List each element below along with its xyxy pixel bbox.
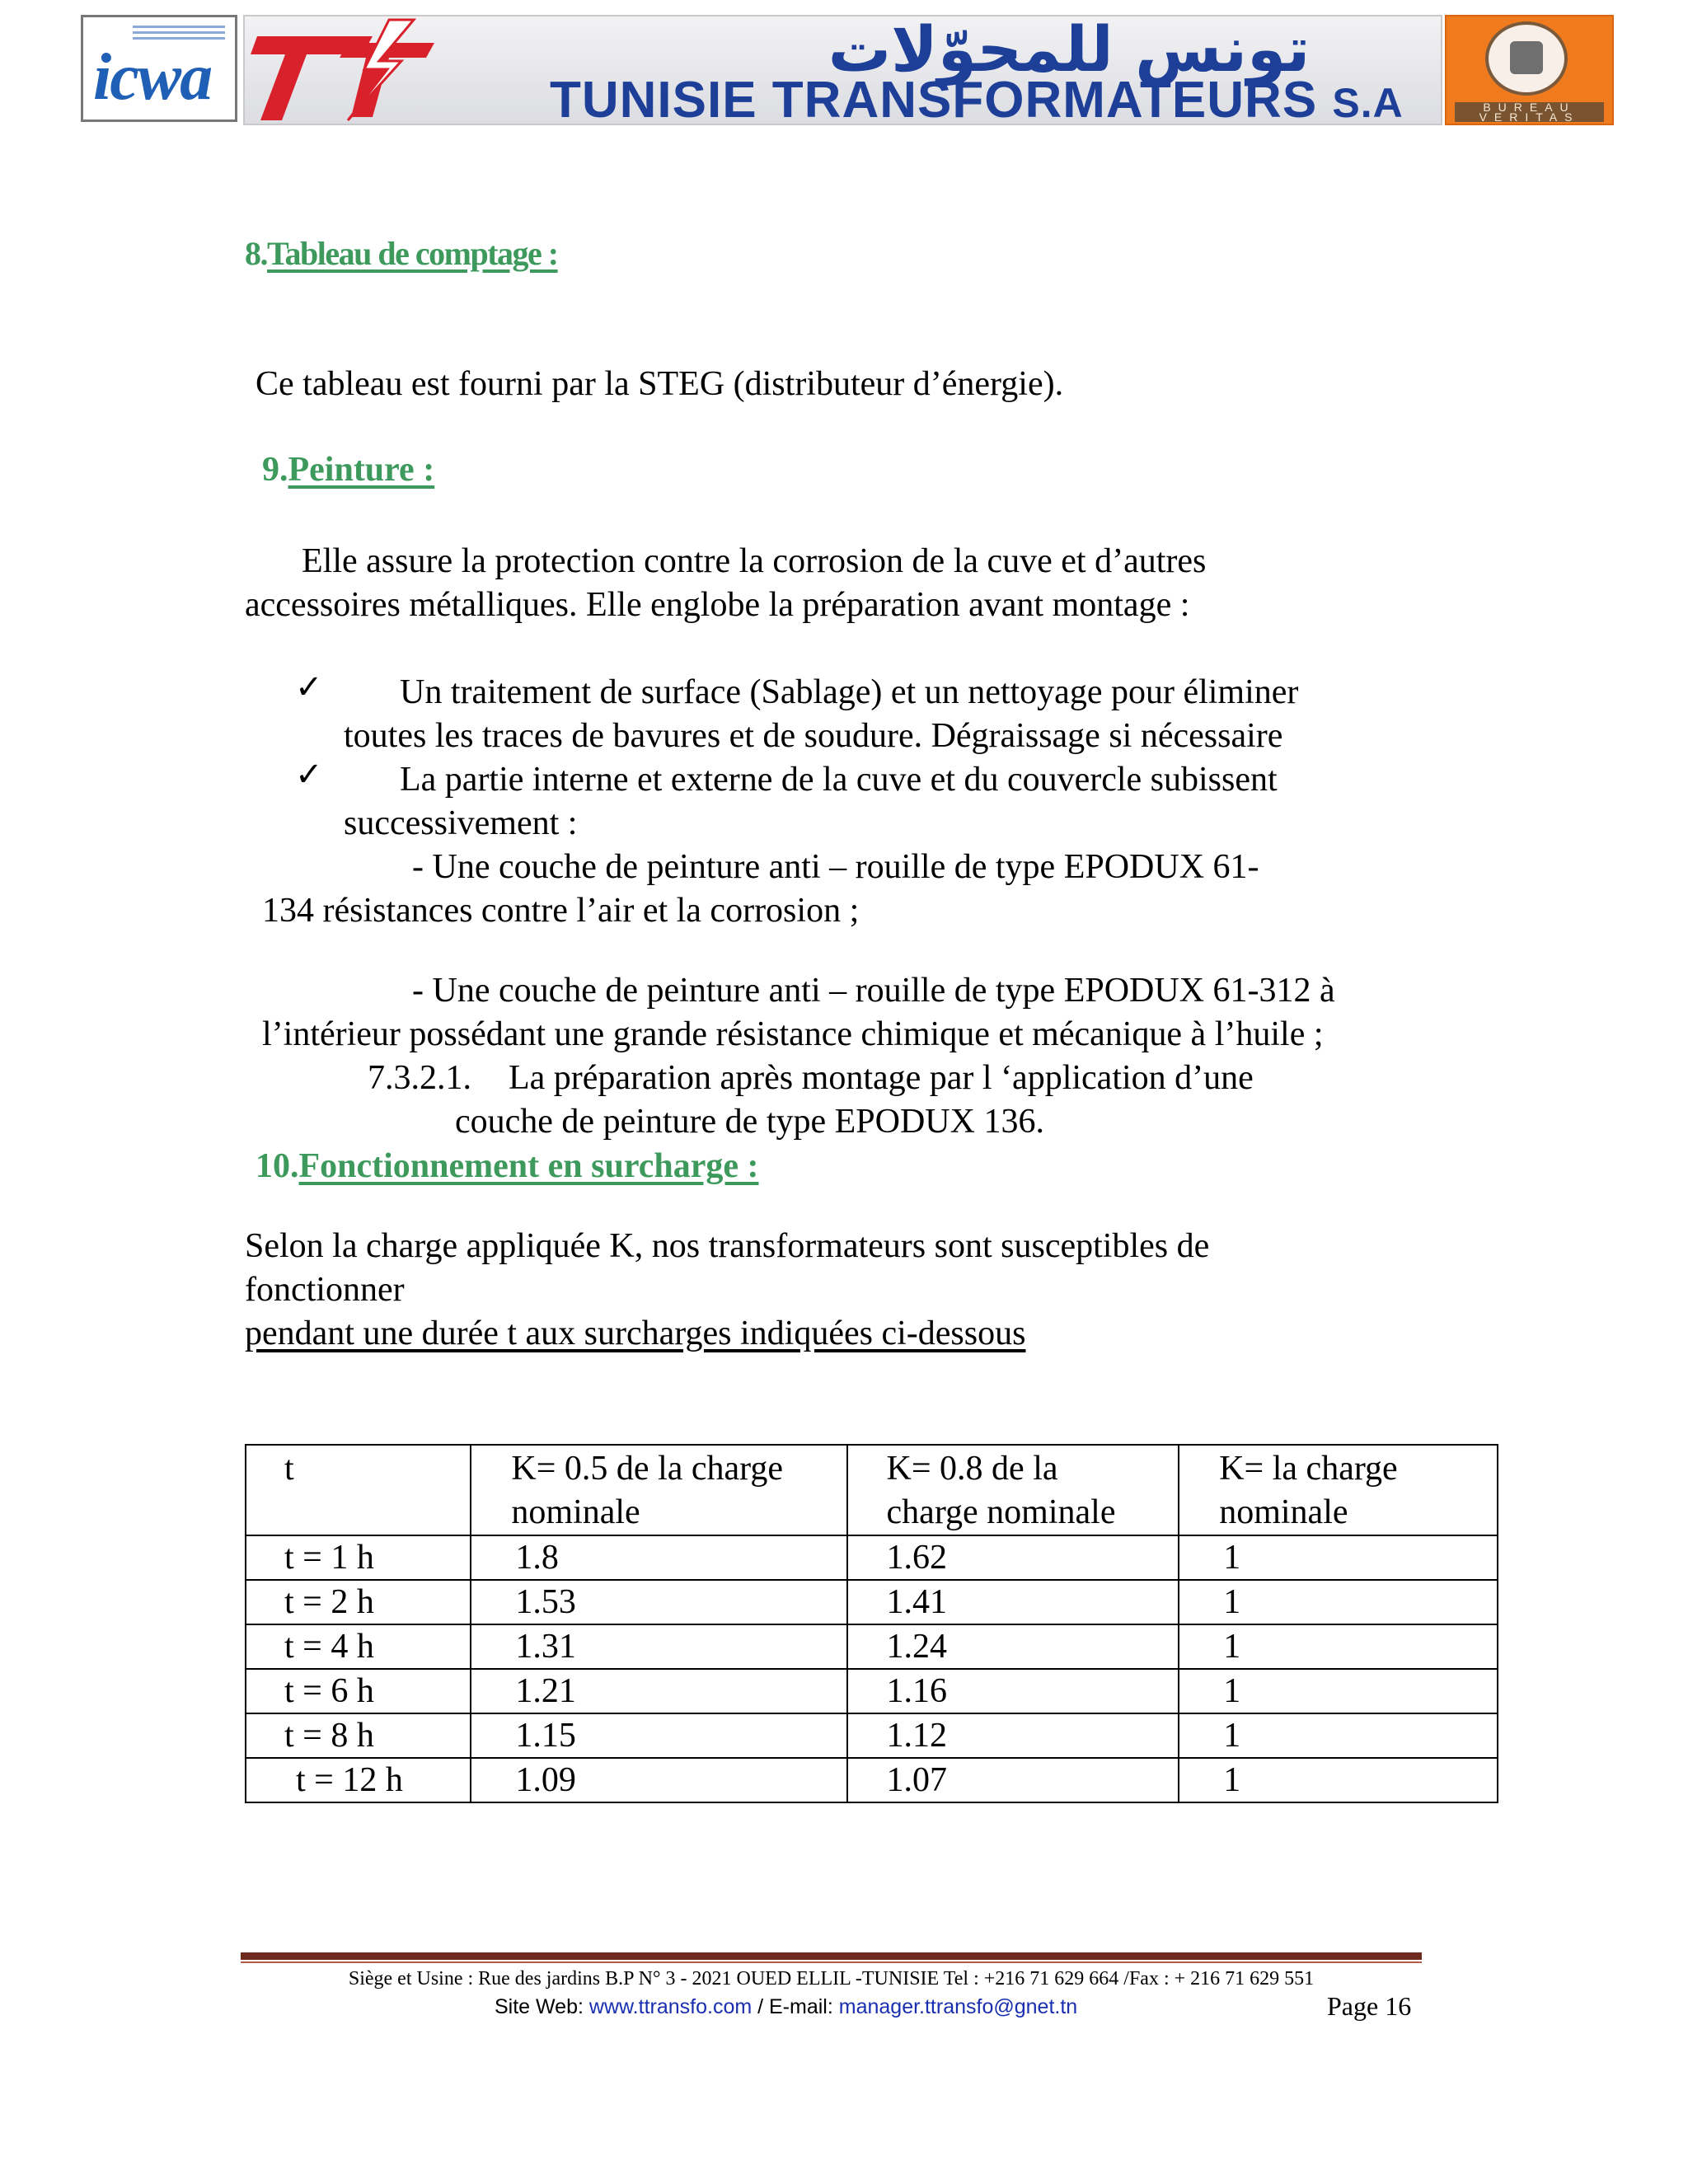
table-header-cell: t (246, 1445, 471, 1535)
icwa-logo: icwa (81, 15, 237, 122)
item-number: 7.3.2.1. (368, 1059, 471, 1097)
table-header-cell: K= la charge nominale (1179, 1445, 1498, 1535)
website-link[interactable]: www.ttransfo.com (588, 1995, 753, 2018)
table-cell: 1.12 (847, 1713, 1179, 1758)
table-cell: 1.09 (471, 1758, 846, 1802)
table-cell: t = 6 h (246, 1669, 471, 1713)
company-name: TUNISIE TRANSFORMATEURS S.A (550, 72, 1404, 129)
table-cell: 1 (1179, 1624, 1498, 1669)
table-row (246, 1624, 1498, 1669)
company-banner (243, 12, 1442, 129)
footer-divider (241, 1961, 1422, 1963)
page-number: Page 16 (1327, 1991, 1412, 2021)
table-cell: 1.24 (847, 1624, 1179, 1669)
item-line-1: La préparation après montage par l ‘application d’une (509, 1059, 1254, 1097)
tt-logo-icon (249, 18, 438, 124)
table-cell: 1 (1179, 1535, 1498, 1580)
table-cell: 1.8 (471, 1535, 846, 1580)
table-cell: 1.07 (847, 1758, 1179, 1802)
check-1-line-2: toutes les traces de bavures et de soudure. Dégraissage si nécessaire (344, 717, 1283, 755)
bureau-veritas-logo: BUREAU VERITAS (1445, 15, 1614, 125)
table-row (246, 1713, 1498, 1758)
table-row (246, 1580, 1498, 1624)
table-header-cell: K= 0.8 de la charge nominale (847, 1445, 1179, 1535)
table-cell: 1.21 (471, 1669, 846, 1713)
overload-body-line-2: fonctionner (245, 1271, 405, 1309)
table-cell: 1 (1179, 1669, 1498, 1713)
check-2-line-1: La partie interne et externe de la cuve et du couvercle subissent (400, 761, 1278, 799)
coat-2-line-2: l’intérieur possédant une grande résistance chimique et mécanique à l’huile ; (262, 1015, 1324, 1053)
table-cell: 1.62 (847, 1535, 1179, 1580)
table-cell: 1 (1179, 1713, 1498, 1758)
item-line-2: couche de peinture de type EPODUX 136. (455, 1103, 1044, 1141)
table-cell: t = 1 h (246, 1535, 471, 1580)
overload-table (245, 1444, 1498, 1803)
table-row (246, 1758, 1498, 1802)
check-1-line-1: Un traitement de surface (Sablage) et un nettoyage pour éliminer (400, 673, 1299, 711)
section-8-body: Ce tableau est fourni par la STEG (distributeur d’énergie). (256, 365, 1064, 403)
overload-body-line-1: Selon la charge appliquée K, nos transformateurs sont susceptibles de (245, 1227, 1210, 1265)
table-cell: 1.53 (471, 1580, 846, 1624)
footer-divider (241, 1952, 1422, 1960)
overload-body-line-3: pendant une durée t aux surcharges indiquées ci-dessous (245, 1315, 1026, 1352)
paint-intro-line-1: Elle assure la protection contre la corrosion de la cuve et d’autres (302, 542, 1207, 580)
footer-address: Siège et Usine : Rue des jardins B.P N° 3 - 2021 OUED ELLIL -TUNISIE Tel : +216 71 629 664 /Fax : + 216 71 629 551 (348, 1968, 1315, 1990)
section-8-heading: 8.Tableau de comptage : (245, 235, 558, 272)
coat-1-line-1: - Une couche de peinture anti – rouille de type EPODUX 61- (412, 848, 1259, 886)
coat-2-line-1: - Une couche de peinture anti – rouille de type EPODUX 61-312 à (412, 972, 1335, 1010)
table-cell: 1.41 (847, 1580, 1179, 1624)
table-cell: 1 (1179, 1580, 1498, 1624)
veritas-seal-icon (1485, 21, 1568, 96)
table-cell: 1.15 (471, 1713, 846, 1758)
table-cell: t = 8 h (246, 1713, 471, 1758)
checkmark-icon: ✓ (295, 756, 323, 794)
arabic-company-name: تونس للمحوّلات (828, 12, 1311, 86)
check-2-line-2: successivement : (344, 804, 578, 842)
table-cell: t = 2 h (246, 1580, 471, 1624)
footer-contact: Site Web: www.ttransfo.com / E-mail: manager.ttransfo@gnet.tn (495, 1995, 1078, 2018)
paint-intro-line-2: accessoires métalliques. Elle englobe la préparation avant montage : (245, 586, 1190, 624)
table-row (246, 1669, 1498, 1713)
coat-1-line-2: 134 résistances contre l’air et la corrosion ; (262, 892, 860, 930)
section-9-heading: 9.Peinture : (262, 451, 435, 489)
section-10-heading: 10.Fonctionnement en surcharge : (256, 1147, 759, 1185)
table-header-cell: K= 0.5 de la charge nominale (471, 1445, 846, 1535)
table-header-row (246, 1445, 1498, 1535)
table-cell: t = 12 h (246, 1758, 471, 1802)
email-link[interactable]: manager.ttransfo@gnet.tn (838, 1995, 1078, 2018)
table-cell: 1.16 (847, 1669, 1179, 1713)
table-row (246, 1535, 1498, 1580)
table-cell: t = 4 h (246, 1624, 471, 1669)
header-banner (81, 12, 1615, 129)
table-cell: 1.31 (471, 1624, 846, 1669)
table-cell: 1 (1179, 1758, 1498, 1802)
checkmark-icon: ✓ (295, 668, 323, 706)
